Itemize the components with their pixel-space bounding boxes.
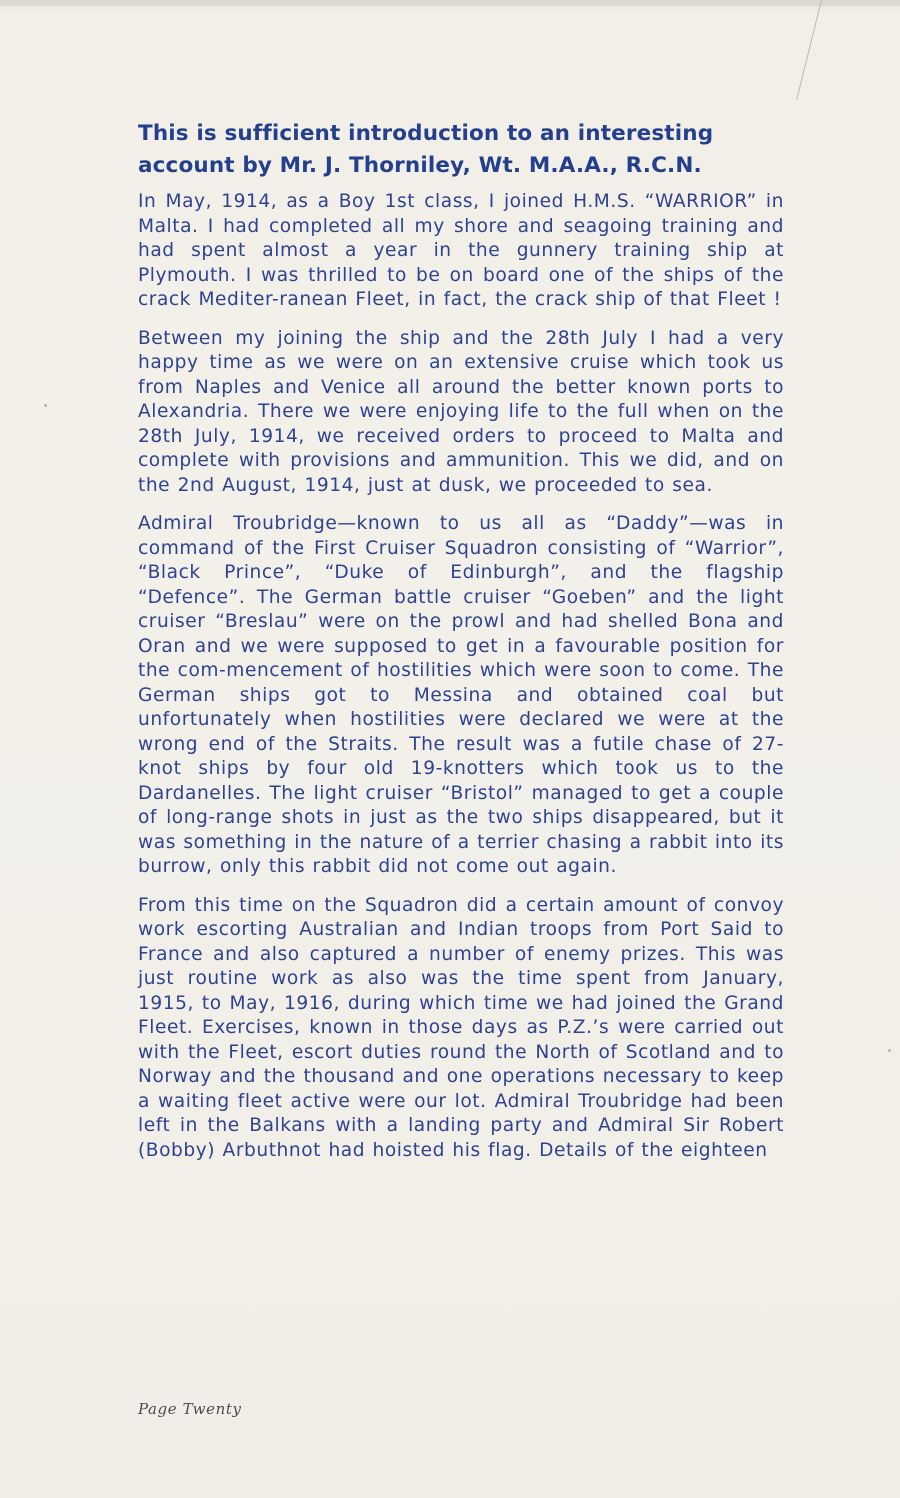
page-number: Page Twenty [138, 1400, 242, 1418]
article-heading: This is sufficient introduction to an interesting account by Mr. J. Thorniley, Wt. M.A.A., R.C.N. [138, 121, 714, 178]
paper-speck [44, 404, 47, 407]
paragraph: From this time on the Squadron did a certain amount of convoy work escorting Australian and Indian troops from Port Said to France and also captured a number of enemy prizes. This was just routine work as also was the time spent from January, 1915, to May, 1916, during which time we had joined the Grand Fleet. Exercises, known in those days as P.Z.’s were carried out with the Fleet, escort duties round the North of Scotland and to Norway and the thousand and one operations necessary to keep a waiting fleet active were our lot. Admiral Troubridge had been left in the Balkans with a landing party and Admiral Sir Robert (Bobby) Arbuthnot had hoisted his flag. Details of the eighteen [138, 894, 784, 1161]
paragraph: In May, 1914, as a Boy 1st class, I joined H.M.S. “WARRIOR” in Malta. I had completed all my shore and seagoing training and had spent almost a year in the gunnery training ship at Plymouth. I was thrilled to be on board one of the ships of the crack Mediter-ranean Fleet, in fact, the crack ship of that Fleet ! [138, 191, 784, 310]
article-body [138, 118, 784, 1177]
paragraph: Between my joining the ship and the 28th July I had a very happy time as we were on an extensive cruise which took us from Naples and Venice all around the better known ports to Alexandria. There we were enjoying life to the full when on the 28th July, 1914, we received orders to proceed to Malta and complete with provisions and ammunition. This we did, and on the 2nd August, 1914, just at dusk, we proceeded to sea. [138, 327, 784, 496]
page-top-edge [0, 0, 900, 6]
paper-speck [888, 1049, 891, 1052]
page-fold-line [796, 0, 852, 100]
paragraph: Admiral Troubridge—known to us all as “Daddy”—was in command of the First Cruiser Squadron consisting of “Warrior”, “Black Prince”, “Duke of Edinburgh”, and the flagship “Defence”. The German battle cruiser “Goeben” and the light cruiser “Breslau” were on the prowl and had shelled Bona and Oran and we were supposed to get in a favourable position for the com-mencement of hostilities which were soon to come. The German ships got to Messina and obtained coal but unfortunately when hostilities were declared we were at the wrong end of the Straits. The result was a futile chase of 27-knot ships by four old 19-knotters which took us to the Dardanelles. The light cruiser “Bristol” managed to get a couple of long-range shots in just as the two ships disappeared, but it was something in the nature of a terrier chasing a rabbit into its burrow, only this rabbit did not come out again. [138, 513, 784, 877]
